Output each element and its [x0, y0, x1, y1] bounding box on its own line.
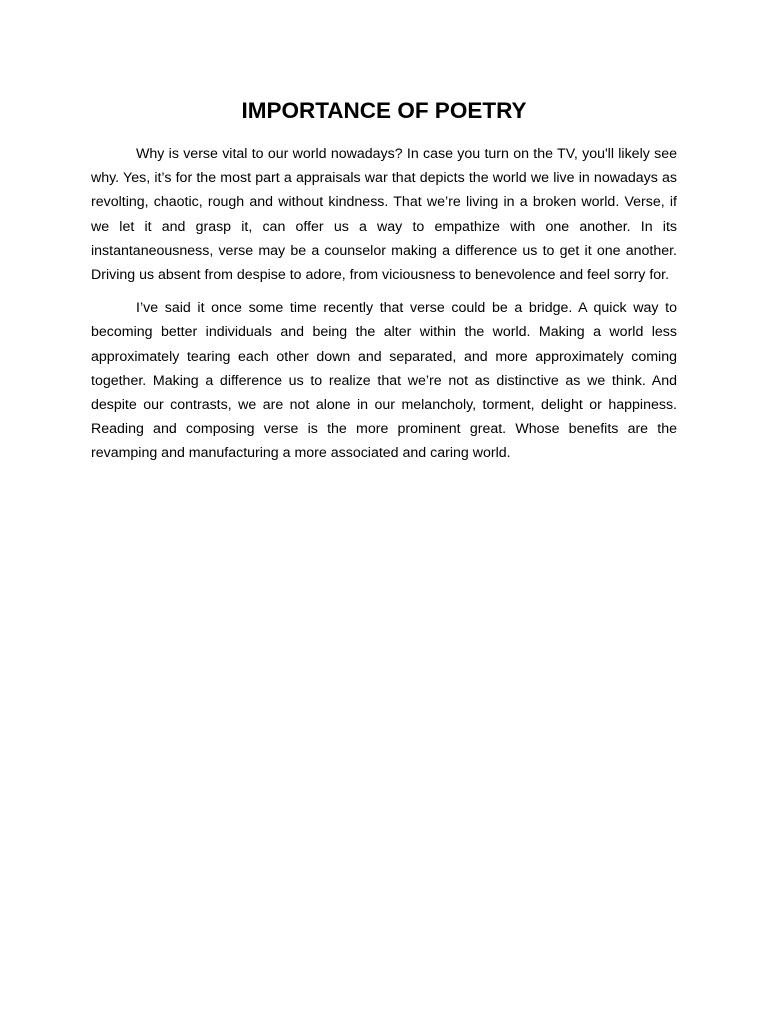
document-title: IMPORTANCE OF POETRY: [241, 98, 527, 123]
paragraph-2: I’ve said it once some time recently that verse could be a bridge. A quick way to becoming better individuals and being the alter within the world. Making a world less approximately tearing each other down and separated, and more approximately coming together. Making a difference us to realize that we’re not as distinctive as we think. And despite our contrasts, we are not alone in our melancholy, torment, delight or happiness. Reading and composing verse is the more prominent great. Whose benefits are the revamping and manufacturing a more associated and caring world.: [91, 300, 677, 462]
document-body: [91, 142, 677, 475]
paragraph-1: Why is verse vital to our world nowadays? In case you turn on the TV, you'll likely see why. Yes, it’s for the most part a appraisals war that depicts the world we live in nowadays as revolting, chaotic, rough and without kindness. That we’re living in a broken world. Verse, if we let it and grasp it, can offer us a way to empathize with one another. In its instantaneousness, verse may be a counselor making a difference us to get it one another. Driving us absent from despise to adore, from viciousness to benevolence and feel sorry for.: [91, 146, 677, 284]
